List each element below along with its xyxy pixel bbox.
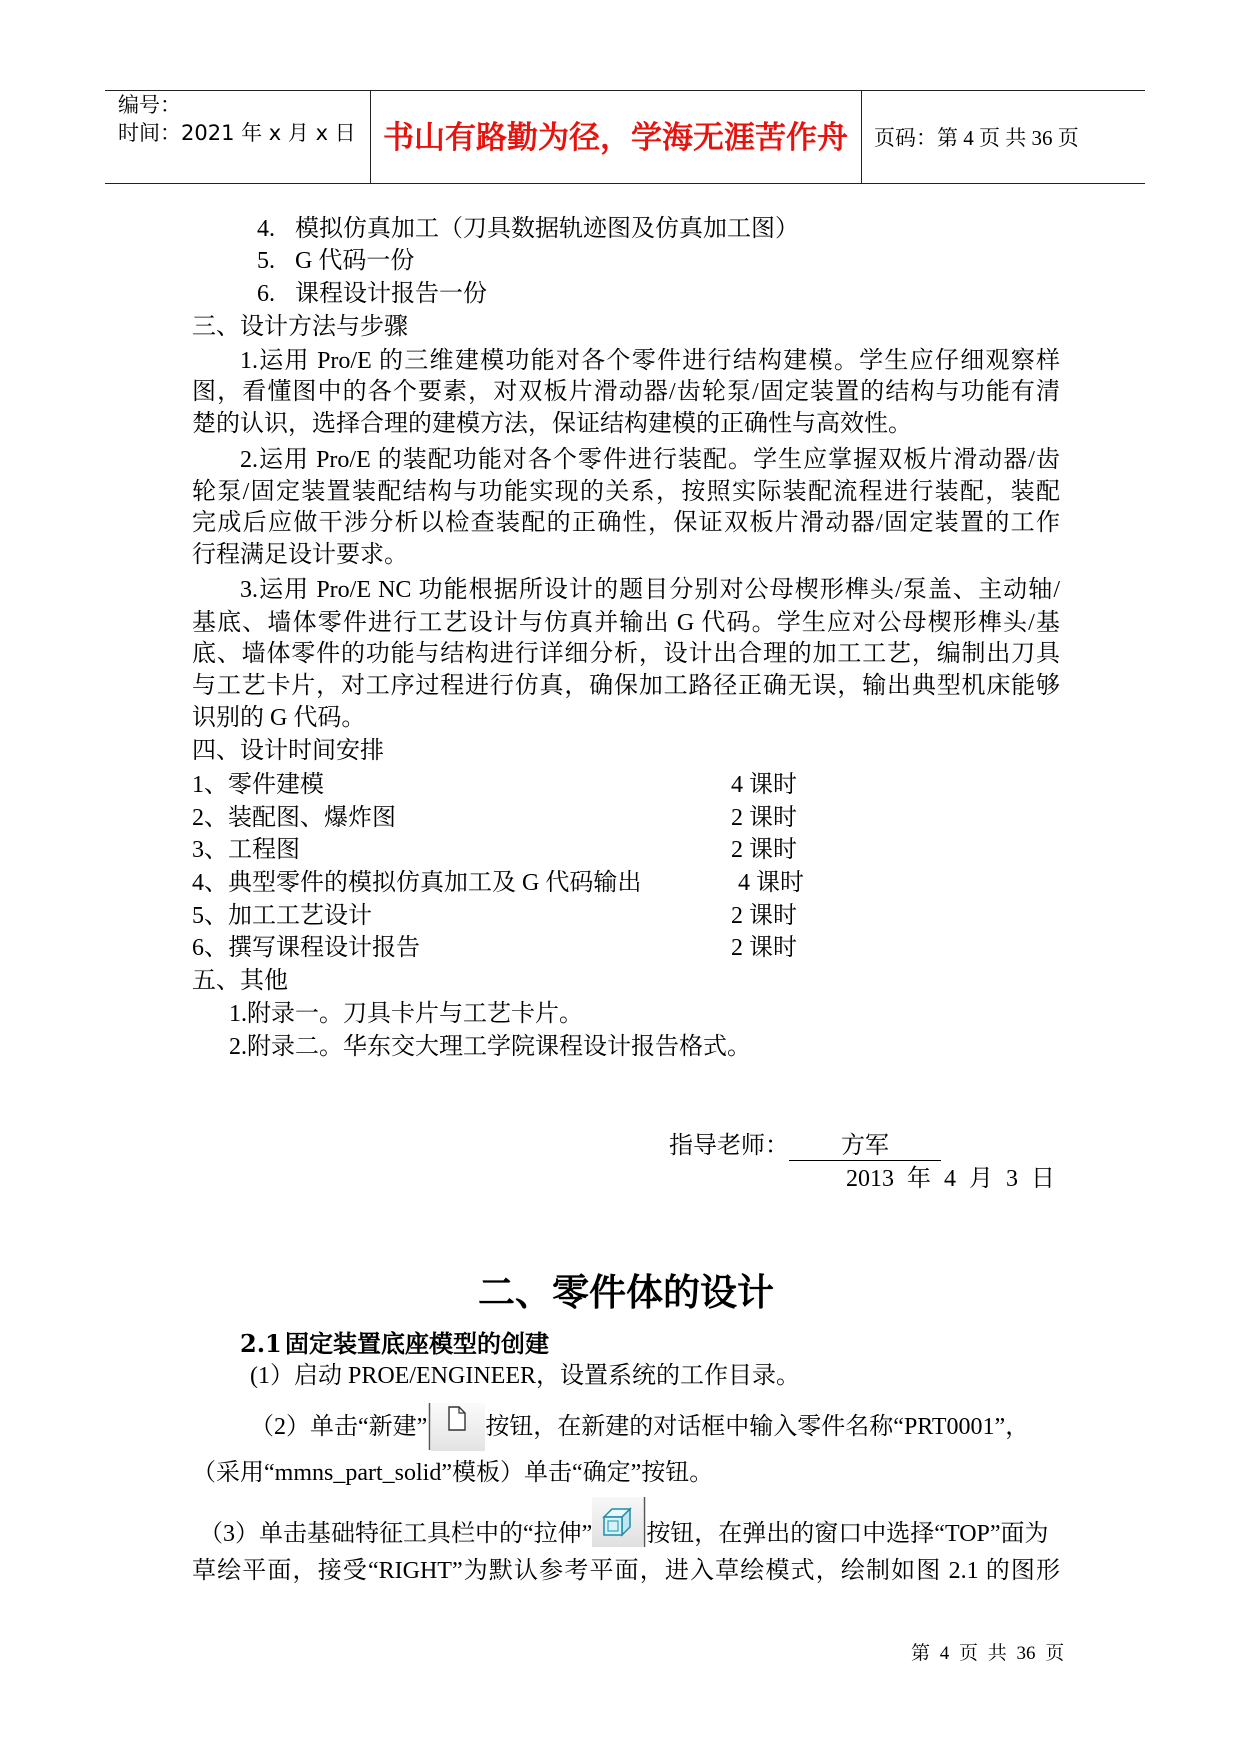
schedule-item: 4、典型零件的模拟仿真加工及 G 代码输出: [192, 870, 642, 896]
list-item-text: 课程设计报告一份: [295, 281, 487, 307]
schedule-hours: 4 课时: [738, 870, 804, 896]
step-3-text-after-icon: 按钮，在弹出的窗口中选择“TOP”面为: [646, 1521, 1049, 1547]
paragraph-line: 楚的认识，选择合理的建模方法，保证结构建模的正确性与高效性。: [192, 411, 912, 437]
step-2-text-after-icon: 按钮，在新建的对话框中输入零件名称“PRT0001”，: [485, 1414, 1030, 1440]
list-item-number: 6.: [257, 281, 275, 307]
list-item: [257, 245, 414, 278]
paragraph-line: 3.运用 Pro/E NC 功能根据所设计的题目分别对公母楔形榫头/泵盖、主动轴/: [240, 577, 1060, 603]
page-footer: 第 4 页 共 36 页: [911, 1643, 1065, 1664]
schedule-heading: 四、设计时间安排: [192, 738, 384, 764]
header-serial-label: 编号：: [118, 93, 181, 117]
appendix-item: 1.附录一。刀具卡片与工艺卡片。: [229, 1001, 583, 1027]
header-page-label: 页码：第 4 页 共 36 页: [874, 126, 1079, 150]
list-item-number: 4.: [257, 216, 275, 242]
list-item: [257, 213, 799, 246]
paragraph-line: 图，看懂图中的各个要素，对双板片滑动器/齿轮泵/固定装置的结构与功能有清: [192, 379, 1060, 405]
other-heading: 五、其他: [192, 968, 288, 994]
schedule-item: 6、撰写课程设计报告: [192, 935, 420, 961]
step-1: (1）启动 PROE/ENGINEER，设置系统的工作目录。: [250, 1363, 800, 1389]
chapter-title: 二、零件体的设计: [478, 1271, 774, 1314]
schedule-item: 3、工程图: [192, 837, 300, 863]
list-item-number: 5.: [257, 248, 275, 274]
list-item-text: 模拟仿真加工（刀具数据轨迹图及仿真加工图）: [295, 216, 799, 242]
schedule-hours: 2 课时: [731, 935, 797, 961]
paragraph-line: 完成后应做干涉分析以检查装配的正确性，保证双板片滑动器/固定装置的工作: [192, 510, 1060, 536]
header-divider-right: [861, 90, 862, 183]
step-3-text-before-icon: （3）单击基础特征工具栏中的“拉伸”: [199, 1521, 593, 1547]
schedule-row: [192, 802, 892, 835]
paragraph-line: 基底、墙体零件进行工艺设计与仿真并输出 G 代码。学生应对公母楔形榫头/基: [192, 610, 1060, 636]
appendix-item: 2.附录二。华东交大理工学院课程设计报告格式。: [229, 1034, 751, 1060]
advisor-name: 方军: [789, 1132, 941, 1161]
schedule-item: 2、装配图、爆炸图: [192, 805, 396, 831]
header-date-label: 时间：2021 年 x 月 x 日: [118, 121, 356, 145]
paragraph-line: 底、墙体零件的功能与结构进行详细分析，设计出合理的加工工艺，编制出刀具: [192, 641, 1060, 667]
schedule-row: [192, 932, 892, 965]
schedule-row: [192, 900, 892, 933]
list-item-text: G 代码一份: [295, 248, 415, 274]
header-top-rule: [105, 90, 1145, 91]
schedule-row: [192, 769, 892, 802]
step-3-line-1: [199, 1518, 1049, 1551]
subsection-number: 2.1: [240, 1329, 282, 1358]
schedule-row: [192, 834, 892, 867]
header-motto: 书山有路勤为径，学海无涯苦作舟: [383, 120, 848, 156]
schedule-hours: 2 课时: [731, 805, 797, 831]
paragraph-line: 识别的 G 代码。: [192, 705, 366, 731]
schedule-hours: 2 课时: [731, 903, 797, 929]
paragraph-line: 与工艺卡片，对工序过程进行仿真，确保加工路径正确无误，输出典型机床能够: [192, 673, 1060, 699]
step-2-text-before-icon: （2）单击“新建”: [250, 1414, 428, 1440]
step-2-line-1: [250, 1411, 1029, 1444]
methods-heading: 三、设计方法与步骤: [192, 314, 408, 340]
signature-date: 2013 年 4 月 3 日: [846, 1166, 1055, 1192]
advisor-signature: [669, 1130, 941, 1163]
schedule-row: [192, 867, 892, 900]
paragraph-line: 轮泵/固定装置装配结构与功能实现的关系，按照实际装配流程进行装配，装配: [192, 479, 1060, 505]
header-bottom-rule: [105, 183, 1145, 184]
subsection-heading: [240, 1327, 549, 1360]
subsection-title: 固定装置底座模型的创建: [285, 1329, 549, 1358]
schedule-hours: 4 课时: [731, 772, 797, 798]
step-3-line-2: 草绘平面，接受“RIGHT”为默认参考平面，进入草绘模式，绘制如图 2.1 的图形: [192, 1558, 1060, 1584]
schedule-hours: 2 课时: [731, 837, 797, 863]
list-item: [257, 278, 487, 311]
paragraph-line: 2.运用 Pro/E 的装配功能对各个零件进行装配。学生应掌握双板片滑动器/齿: [240, 447, 1060, 473]
schedule-item: 1、零件建模: [192, 772, 324, 798]
paragraph-line: 行程满足设计要求。: [192, 542, 408, 568]
paragraph-line: 1.运用 Pro/E 的三维建模功能对各个零件进行结构建模。学生应仔细观察样: [240, 348, 1060, 374]
step-2-line-2: （采用“mmns_part_solid”模板）单击“确定”按钮。: [192, 1460, 714, 1486]
schedule-item: 5、加工工艺设计: [192, 903, 372, 929]
advisor-label: 指导老师：: [669, 1133, 789, 1159]
